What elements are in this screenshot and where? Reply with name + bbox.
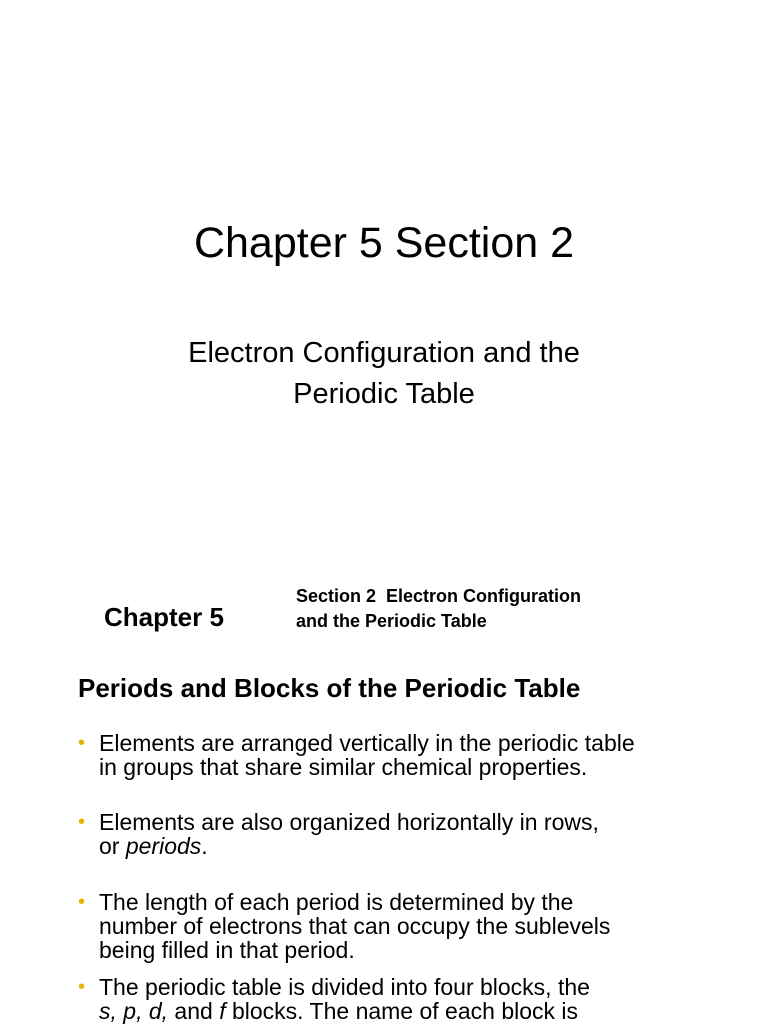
- bullet-dot-icon: •: [78, 811, 86, 833]
- subtitle-line-1: Electron Configuration and the: [188, 337, 580, 369]
- term-s-block: s,: [99, 998, 124, 1024]
- bullet-line: The periodic table is divided into four blocks, the: [99, 974, 590, 1000]
- bullet-line: in groups that share similar chemical properties.: [99, 754, 588, 780]
- bullet-line: number of electrons that can occupy the sublevels: [99, 913, 611, 939]
- content-heading: Periods and Blocks of the Periodic Table: [78, 673, 581, 703]
- bullet-text: [99, 890, 719, 962]
- bullet-fragment: and: [168, 998, 220, 1024]
- bullet-line: [99, 999, 719, 1023]
- bullet-text: [99, 731, 719, 779]
- bullet-line: [99, 834, 719, 858]
- section-label: [296, 584, 676, 634]
- bullet-line: Elements are also organized horizontally in rows,: [99, 809, 599, 835]
- bullet-dot-icon: •: [78, 976, 86, 998]
- term-periods: periods: [125, 833, 202, 859]
- term-d-block: d,: [148, 998, 169, 1024]
- bullet-fragment: or: [99, 833, 126, 859]
- bullet-line: Elements are arranged vertically in the periodic table: [99, 730, 635, 756]
- term-p-block: p,: [123, 998, 149, 1024]
- bullet-dot-icon: •: [78, 891, 86, 913]
- term-f-block: f: [219, 998, 226, 1024]
- section-label-line-2: and the Periodic Table: [296, 611, 487, 631]
- bullet-text: [99, 810, 719, 858]
- section-label-line-1: Section 2 Electron Configuration: [296, 586, 582, 606]
- bullet-fragment: .: [201, 833, 208, 859]
- slide-title: Chapter 5 Section 2: [193, 219, 575, 267]
- subtitle-line-2: Periodic Table: [293, 378, 475, 410]
- chapter-label: Chapter 5: [104, 602, 224, 632]
- bullet-text: [99, 975, 719, 1023]
- bullet-line: The length of each period is determined by the: [99, 889, 574, 915]
- bullet-line: being filled in that period.: [99, 937, 355, 963]
- bullet-dot-icon: •: [78, 732, 86, 754]
- bullet-fragment: blocks. The name of each block is: [225, 998, 579, 1024]
- slide-subtitle: [0, 333, 768, 415]
